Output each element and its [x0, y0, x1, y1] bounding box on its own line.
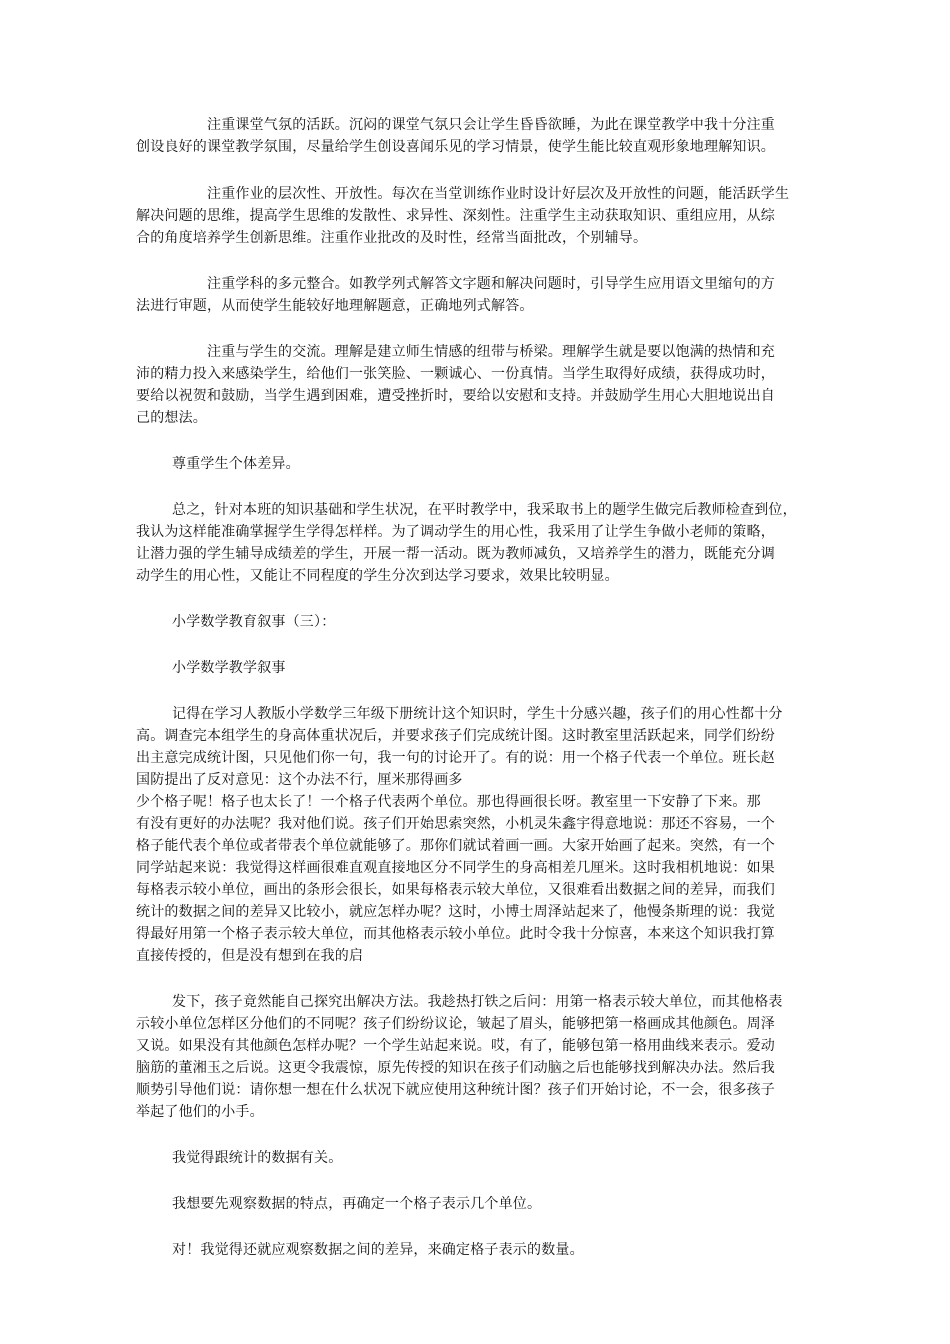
text-line: 创设良好的课堂教学氛围，尽量给学生创设喜闻乐见的学习情景，使学生能比较直观形象地理解知识。 [136, 139, 775, 155]
text-line: 出主意完成统计图，只见他们你一句，我一句的讨论开了。有的说：用一个格子代表一个单位。班长赵 [136, 750, 775, 766]
text-line: 国防提出了反对意见：这个办法不行，厘米那得画多 [136, 772, 463, 788]
text-line: 记得在学习人教版小学数学三年级下册统计这个知识时，学生十分感兴趣，孩子们的用心性都十分 [172, 706, 783, 722]
text-line: 让潜力强的学生辅导成绩差的学生，开展一帮一活动。既为教师减负，又培养学生的潜力，既能充分调 [136, 546, 775, 562]
text-line: 脑筋的董湘玉之后说。这更令我震惊，原先传授的知识在孩子们动脑之后也能够找到解决办法。然后我 [136, 1060, 775, 1076]
text-line: 注重学科的多元整合。如教学列式解答文字题和解决问题时，引导学生应用语文里缩句的方 [207, 276, 775, 292]
text-line: 小学数学教学叙事 [172, 660, 286, 676]
text-line: 高。调查完本组学生的身高体重状况后，并要求孩子们完成统计图。这时教室里活跃起来，同学们纷纷 [136, 728, 775, 744]
text-line: 小学数学教育叙事（三）： [172, 614, 336, 630]
text-line: 得最好用第一个格子表示较大单位，而其他格表示较小单位。此时令我十分惊喜，本来这个知识我打算 [136, 926, 775, 942]
text-line: 我觉得跟统计的数据有关。 [172, 1150, 343, 1166]
text-line: 我想要先观察数据的特点，再确定一个格子表示几个单位。 [172, 1196, 542, 1212]
text-line: 注重作业的层次性、开放性。每次在当堂训练作业时设计好层次及开放性的问题，能活跃学生 [207, 186, 790, 202]
text-line: 总之，针对本班的知识基础和学生状况，在平时教学中，我采取书上的题学生做完后教师检查到位， [172, 502, 797, 518]
text-line: 又说。如果没有其他颜色怎样办呢？一个学生站起来说。哎，有了，能够包第一格用曲线来表示。爱动 [136, 1038, 775, 1054]
text-line: 解决问题的思维，提高学生思维的发散性、求异性、深刻性。注重学生主动获取知识、重组应用，从综 [136, 208, 775, 224]
text-line: 对！我觉得还就应观察数据之间的差异，来确定格子表示的数量。 [172, 1242, 584, 1258]
text-line: 举起了他们的小手。 [136, 1104, 264, 1120]
text-line: 少个格子呢！格子也太长了！一个格子代表两个单位。那也得画很长呀。教室里一下安静了下来。那 [136, 794, 761, 810]
text-line: 要给以祝贺和鼓励，当学生遇到困难，遭受挫折时，要给以安慰和支持。并鼓励学生用心大胆地说出自 [136, 388, 775, 404]
text-line: 我认为这样能准确掌握学生学得怎样样。为了调动学生的用心性，我采用了让学生争做小老师的策略， [136, 524, 775, 540]
text-line: 直接传授的，但是没有想到在我的启 [136, 948, 364, 964]
text-line: 同学站起来说：我觉得这样画很难直观直接地区分不同学生的身高相差几厘米。这时我相机地说：如果 [136, 860, 775, 876]
text-line: 格子能代表个单位或者带表个单位就能够了。那你们就试着画一画。大家开始画了起来。突然，有一个 [136, 838, 775, 854]
text-line: 每格表示较小单位，画出的条形会很长，如果每格表示较大单位，又很难看出数据之间的差异，而我们 [136, 882, 775, 898]
text-line: 尊重学生个体差异。 [172, 456, 300, 472]
text-line: 顺势引导他们说：请你想一想在什么状况下就应使用这种统计图？孩子们开始讨论，不一会，很多孩子 [136, 1082, 775, 1098]
text-line: 示较小单位怎样区分他们的不同呢？孩子们纷纷议论，皱起了眉头，能够把第一格画成其他颜色。周泽 [136, 1016, 775, 1032]
text-line: 注重课堂气氛的活跃。沉闷的课堂气氛只会让学生昏昏欲睡，为此在课堂教学中我十分注重 [207, 117, 775, 133]
text-line: 有没有更好的办法呢？我对他们说。孩子们开始思索突然，小机灵朱鑫宇得意地说：那还不容易，一个 [136, 816, 775, 832]
text-line: 沛的精力投入来感染学生，给他们一张笑脸、一颗诚心、一份真情。当学生取得好成绩，获得成功时， [136, 366, 775, 382]
text-line: 法进行审题，从而使学生能较好地理解题意，正确地列式解答。 [136, 298, 534, 314]
text-line: 己的想法。 [136, 410, 207, 426]
text-line: 动学生的用心性，又能让不同程度的学生分次到达学习要求，效果比较明显。 [136, 568, 619, 584]
text-line: 发下，孩子竟然能自己探究出解决方法。我趁热打铁之后问：用第一格表示较大单位，而其他格表 [172, 994, 783, 1010]
text-line: 注重与学生的交流。理解是建立师生情感的纽带与桥梁。理解学生就是要以饱满的热情和充 [207, 344, 775, 360]
text-line: 合的角度培养学生创新思维。注重作业批改的及时性，经常当面批改，个别辅导。 [136, 230, 648, 246]
text-line: 统计的数据之间的差异又比较小，就应怎样办呢？这时，小博士周泽站起来了，他慢条斯理的说：我觉 [136, 904, 775, 920]
